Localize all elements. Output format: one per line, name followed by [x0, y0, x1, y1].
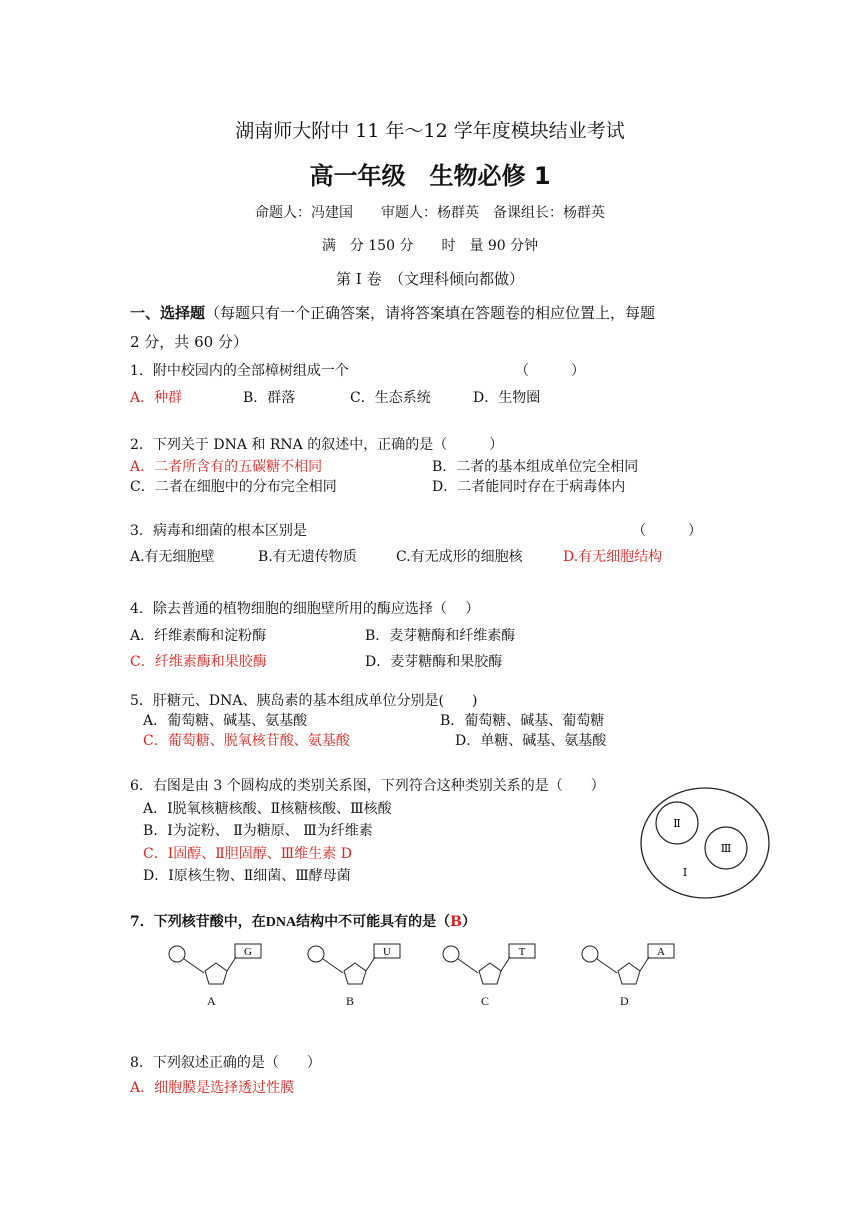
- q3-option-b: B.有无遗传物质: [258, 549, 357, 565]
- nucleotide-a-label: A: [207, 994, 216, 1008]
- q5-stem: 5．肝糖元、DNA、胰岛素的基本组成单位分别是( ): [130, 693, 478, 709]
- q7-stem-post: 结构中不可能具有的是（: [296, 914, 451, 930]
- phosphate-bond: [184, 959, 204, 973]
- q3-paren: （ ）: [632, 523, 702, 539]
- q4-stem: 4．除去普通的植物细胞的细胞壁所用的酶应选择（ ）: [130, 601, 480, 617]
- q4-option-a: A．纤维素酶和淀粉酶: [130, 628, 267, 644]
- q3-option-d: D.有无细胞结构: [563, 549, 663, 565]
- section-instructions-cont: 2 分，共 60 分）: [130, 333, 248, 351]
- q1-option-b: B．群落: [243, 390, 296, 406]
- base-bond: [366, 957, 375, 971]
- nucleotide-b-diagram: [305, 940, 415, 992]
- q8-option-a: A．细胞膜是选择透过性膜: [130, 1080, 295, 1096]
- category-relation-figure: [639, 786, 771, 900]
- q5-option-b: B．葡萄糖、碱基、葡萄糖: [440, 713, 605, 729]
- q4-option-b: B．麦芽糖酶和纤维素酶: [365, 628, 516, 644]
- q2-option-b: B．二者的基本组成单位完全相同: [432, 459, 639, 475]
- inner-left-label: Ⅱ: [673, 817, 681, 830]
- q7-stem-pre: 7．下列核苷酸中，在: [130, 914, 266, 930]
- base-letter: G: [244, 946, 252, 958]
- phosphate-circle: [169, 946, 185, 962]
- exam-score-time: 满 分 150 分 时 量 90 分钟: [321, 238, 539, 254]
- q2-option-c: C．二者在细胞中的分布完全相同: [130, 479, 337, 495]
- nucleotide-option-a: [166, 940, 276, 1010]
- nucleotide-d-diagram: [579, 940, 689, 992]
- base-letter: T: [518, 946, 526, 958]
- q5-option-c: C．葡萄糖、脱氧核苷酸、氨基酸: [143, 733, 350, 749]
- q1-stem: 1．附中校园内的全部樟树组成一个: [130, 363, 349, 379]
- exam-volume: 第 I 卷 （文理科倾向都做）: [336, 270, 524, 288]
- base-bond: [640, 957, 649, 971]
- q4-option-d: D．麦芽糖酶和果胶酶: [365, 654, 503, 670]
- exam-authors: 命题人：冯建国 审题人：杨群英 备课组长：杨群英: [255, 205, 605, 221]
- q6-option-d: D．Ⅰ原核生物、Ⅱ细菌、Ⅲ酵母菌: [143, 868, 351, 884]
- phosphate-bond: [458, 959, 478, 973]
- nucleotide-option-d: [579, 940, 689, 1010]
- nucleotide-c-label: C: [481, 994, 490, 1008]
- nucleotide-option-c: [440, 940, 550, 1010]
- phosphate-bond: [597, 959, 617, 973]
- exam-subtitle: 高一年级 生物必修 1: [309, 162, 551, 190]
- outer-label: I: [682, 866, 688, 879]
- q7-stem: [130, 911, 476, 931]
- q1-option-d: D．生物圈: [473, 390, 541, 406]
- q3-option-a: A.有无细胞壁: [130, 549, 215, 565]
- nucleotide-option-b: [305, 940, 415, 1010]
- inner-right-label: Ⅲ: [720, 842, 732, 855]
- q7-stem-close: ）: [461, 914, 476, 930]
- phosphate-circle: [582, 946, 598, 962]
- sugar-pentagon: [205, 963, 227, 984]
- q6-option-c: C．Ⅰ固醇、Ⅱ胆固醇、Ⅲ维生素 D: [143, 846, 352, 862]
- nucleotide-c-diagram: [440, 940, 550, 992]
- q2-option-d: D．二者能同时存在于病毒体内: [432, 479, 626, 495]
- nucleotide-d-label: D: [620, 994, 629, 1008]
- section-instructions: （每题只有一个正确答案，请将答案填在答题卷的相应位置上，每题: [205, 304, 656, 322]
- base-bond: [227, 957, 236, 971]
- phosphate-circle: [308, 946, 324, 962]
- base-bond: [501, 957, 510, 971]
- base-letter: A: [657, 946, 665, 958]
- section-heading: 一、选择题: [130, 304, 206, 322]
- q2-stem: 2．下列关于 DNA 和 RNA 的叙述中，正确的是（ ）: [130, 437, 504, 453]
- q7-answer: B: [450, 914, 462, 930]
- q4-option-c: C．纤维素酶和果胶酶: [130, 654, 267, 670]
- phosphate-bond: [323, 959, 343, 973]
- base-letter: U: [383, 946, 391, 958]
- section-heading-line: [130, 302, 655, 323]
- q3-stem: 3．病毒和细菌的根本区别是: [130, 523, 307, 539]
- sugar-pentagon: [618, 963, 640, 984]
- q3-option-c: C.有无成形的细胞核: [396, 549, 523, 565]
- q6-option-a: A．Ⅰ脱氧核糖核酸、Ⅱ核糖核酸、Ⅲ核酸: [143, 801, 392, 817]
- q6-option-b: B．Ⅰ为淀粉、 Ⅱ为糖原、 Ⅲ为纤维素: [143, 823, 373, 839]
- q5-option-a: A．葡萄糖、碱基、氨基酸: [143, 713, 308, 729]
- sugar-pentagon: [344, 963, 366, 984]
- q1-paren: （ ）: [515, 363, 585, 379]
- q2-option-a: A．二者所含有的五碳糖不相同: [130, 459, 323, 475]
- q5-option-d: D．单糖、碱基、氨基酸: [455, 733, 607, 749]
- sugar-pentagon: [479, 963, 501, 984]
- nucleotide-b-label: B: [346, 994, 355, 1008]
- phosphate-circle: [443, 946, 459, 962]
- q7-stem-dna: DNA: [265, 915, 297, 930]
- exam-title: 湖南师大附中 11 年～12 学年度模块结业考试: [235, 120, 625, 142]
- q8-stem: 8．下列叙述正确的是（ ）: [130, 1055, 321, 1071]
- q1-option-c: C．生态系统: [350, 390, 431, 406]
- nucleotide-a-diagram: [166, 940, 276, 992]
- q1-option-a: A．种群: [130, 390, 183, 406]
- q6-stem: 6．右图是由 3 个圆构成的类别关系图，下列符合这种类别关系的是（ ）: [130, 778, 605, 794]
